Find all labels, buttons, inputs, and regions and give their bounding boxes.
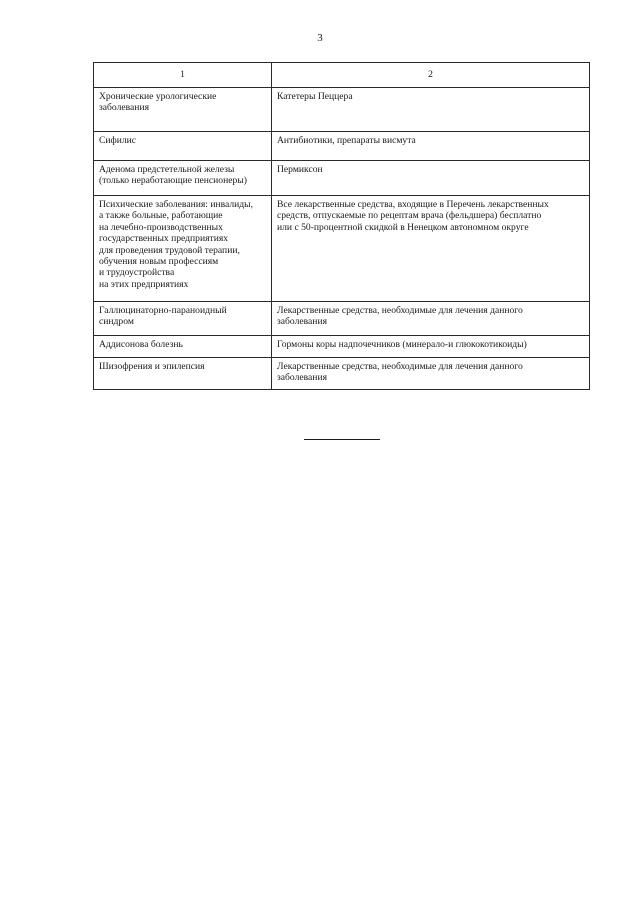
medication-cell: Лекарственные средства, необходимые для лечения данного заболевания: [272, 358, 590, 390]
medication-cell: Лекарственные средства, необходимые для лечения данного заболевания: [272, 302, 590, 336]
disease-cell: Аденома предстетельной железы (только неработающие пенсионеры): [94, 161, 272, 196]
disease-cell: Сифилис: [94, 132, 272, 161]
medication-cell: Антибиотики, препараты висмута: [272, 132, 590, 161]
table-row: [94, 196, 590, 302]
table-header-row: [94, 63, 590, 88]
disease-cell: Психические заболевания: инвалиды, а также больные, работающие на лечебно-производственных государственных предприятиях для проведения трудовой терапии, обучения новым профессиям и трудоустройства на этих предприятиях: [94, 196, 272, 302]
medication-cell: Гормоны коры надпочечников (минерало-и глюкокотикоиды): [272, 336, 590, 358]
disease-cell: Аддисонова болезнь: [94, 336, 272, 358]
disease-cell: Галлюцинаторно-параноидный синдром: [94, 302, 272, 336]
table-row: [94, 336, 590, 358]
medication-cell: Пермиксон: [272, 161, 590, 196]
medication-table: [93, 62, 590, 390]
table-row: [94, 302, 590, 336]
disease-cell: Хронические урологические заболевания: [94, 88, 272, 132]
disease-cell: Шизофрения и эпилепсия: [94, 358, 272, 390]
column-header-2: 2: [272, 63, 590, 88]
table-row: [94, 358, 590, 390]
table-row: [94, 132, 590, 161]
table-row: [94, 88, 590, 132]
medication-cell: Катетеры Пеццера: [272, 88, 590, 132]
end-of-document-rule: [304, 439, 380, 440]
column-header-1: 1: [94, 63, 272, 88]
page-number: 3: [317, 32, 323, 44]
table-row: [94, 161, 590, 196]
medication-cell: Все лекарственные средства, входящие в Перечень лекарственных средств, отпускаемые по рецептам врача (фельдшера) бесплатно или с 50-процентной скидкой в Ненецком автономном округе: [272, 196, 590, 302]
